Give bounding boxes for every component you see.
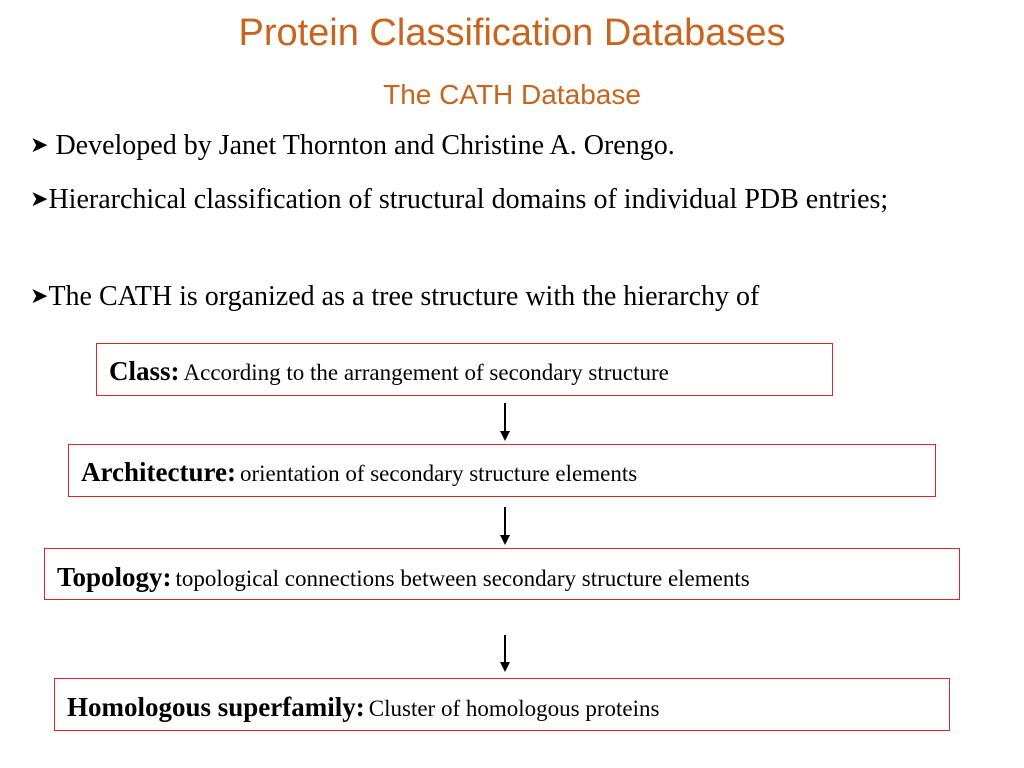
bullet-item [30,128,1000,163]
hierarchy-box-homologous-superfamily [54,678,950,731]
hierarchy-box-architecture [68,444,936,497]
slide-subtitle: The CATH Database [383,79,641,110]
hierarchy-term: Topology: [57,562,172,592]
hierarchy-term: Architecture: [81,457,236,487]
down-arrow-icon [500,507,510,545]
down-arrow-icon [500,635,510,672]
hierarchy-description: topological connections between secondary structure elements [175,566,750,591]
bullet-item [30,279,1000,314]
hierarchy-description: According to the arrangement of secondary structure [183,360,669,385]
hierarchy-term: Class: [109,356,180,386]
hierarchy-description: orientation of secondary structure elements [239,461,638,486]
bullet-text: Hierarchical classification of structural domains of individual PDB entries; [48,184,889,215]
hierarchy-description: Cluster of homologous proteins [368,696,660,721]
bullet-text: The CATH is organized as a tree structure with the hierarchy of [48,281,760,312]
down-arrow-icon [500,403,510,441]
hierarchy-term: Homologous superfamily: [67,692,365,722]
bullet-text: Developed by Janet Thornton and Christine A. Orengo. [55,130,675,161]
arrowhead-bullet-icon: ➤ [30,133,49,158]
hierarchy-box-topology [44,548,960,600]
slide-title: Protein Classification Databases [238,12,786,54]
hierarchy-box-class [96,343,833,396]
arrowhead-bullet-icon: ➤ [30,187,49,212]
bullet-item [30,182,1000,217]
arrowhead-bullet-icon: ➤ [30,284,49,309]
